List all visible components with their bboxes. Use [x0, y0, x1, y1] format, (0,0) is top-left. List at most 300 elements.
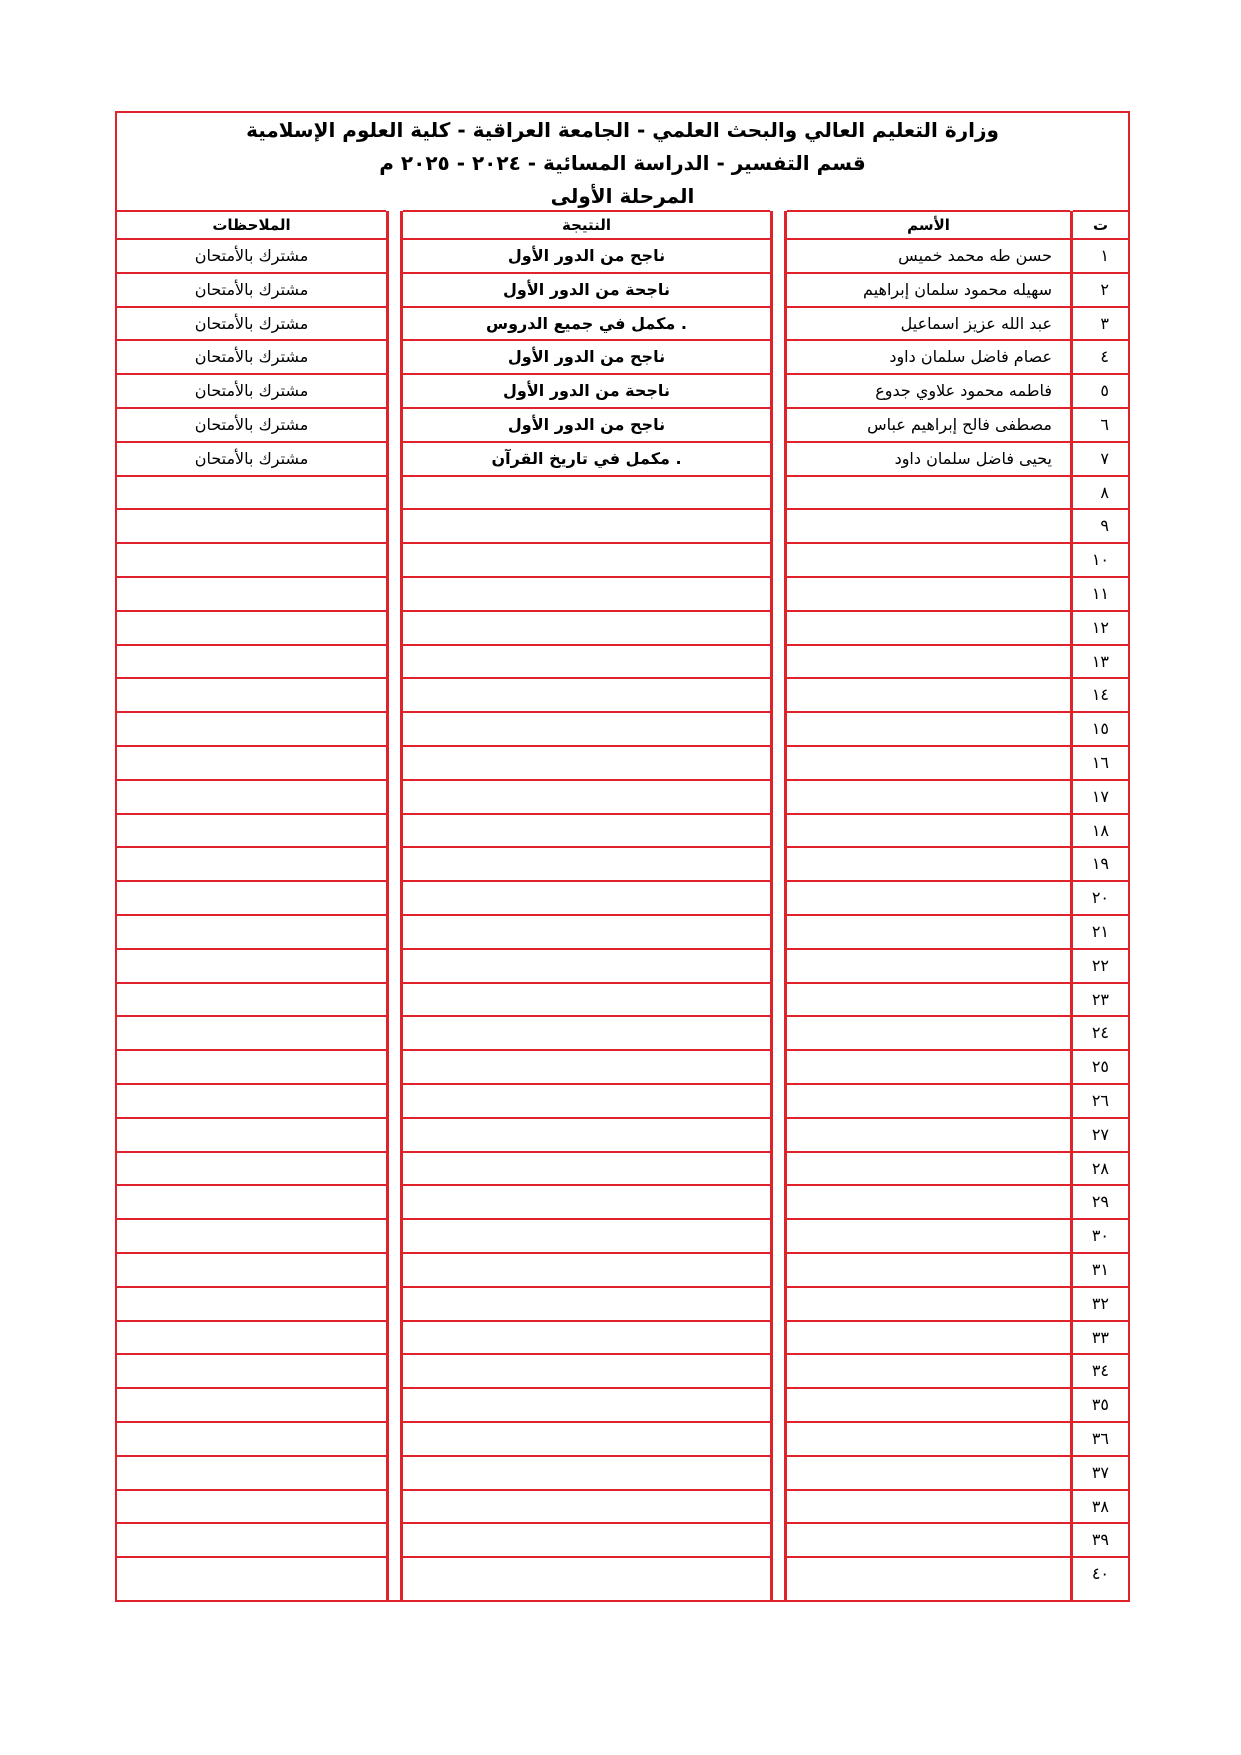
- row-divider: [403, 238, 770, 240]
- row-divider: [403, 1151, 770, 1153]
- row-divider: [117, 576, 386, 578]
- student-name: [787, 577, 1052, 611]
- row-divider: [403, 1083, 770, 1085]
- row-divider: [117, 948, 386, 950]
- student-name: [787, 1253, 1052, 1287]
- student-name: [787, 1287, 1052, 1321]
- student-notes: [117, 1287, 386, 1321]
- row-number: ٣٥: [1091, 1395, 1109, 1414]
- student-notes: [117, 949, 386, 983]
- row-divider: [1073, 576, 1128, 578]
- row-number: ١١: [1091, 584, 1109, 603]
- row-number: ١٠: [1091, 550, 1109, 569]
- student-notes: [117, 577, 386, 611]
- row-divider: [1073, 1117, 1128, 1119]
- row-divider: [117, 1049, 386, 1051]
- row-divider: [117, 306, 386, 308]
- row-divider: [403, 846, 770, 848]
- row-number: ٣٣: [1091, 1328, 1109, 1347]
- student-result: [403, 1354, 770, 1388]
- row-number: ١٧: [1091, 787, 1109, 806]
- student-result: [403, 814, 770, 848]
- student-notes: مشترك بالأمتحان: [194, 280, 309, 299]
- row-divider: [1073, 210, 1128, 212]
- row-divider: [1073, 373, 1128, 375]
- row-divider: [117, 272, 386, 274]
- student-notes: [117, 1152, 386, 1186]
- row-divider: [1073, 1286, 1128, 1288]
- row-number: ٣٨: [1091, 1497, 1109, 1516]
- row-divider: [787, 441, 1070, 443]
- row-divider: [117, 1218, 386, 1220]
- student-notes: [117, 814, 386, 848]
- row-divider: [787, 576, 1070, 578]
- row-number: ٢٨: [1091, 1159, 1109, 1178]
- row-number: ١٤: [1091, 685, 1109, 704]
- student-name: فاطمه محمود علاوي جدوع: [875, 381, 1052, 400]
- row-number: ٣٩: [1091, 1530, 1109, 1549]
- student-result: [403, 915, 770, 949]
- row-divider: [403, 441, 770, 443]
- row-divider: [1073, 914, 1128, 916]
- student-result: [403, 611, 770, 645]
- row-number: ٣٦: [1091, 1429, 1109, 1448]
- column-header-name: الأسم: [907, 216, 950, 234]
- row-divider: [117, 475, 386, 477]
- row-divider: [117, 210, 386, 212]
- row-divider: [787, 542, 1070, 544]
- student-notes: [117, 509, 386, 543]
- column-divider-name-left: [784, 211, 787, 1602]
- student-notes: [117, 780, 386, 814]
- student-notes: [117, 476, 386, 510]
- row-number: ٢٥: [1091, 1057, 1109, 1076]
- row-divider: [787, 1489, 1070, 1491]
- row-divider: [117, 610, 386, 612]
- student-name: [787, 1084, 1052, 1118]
- row-divider: [117, 1286, 386, 1288]
- row-divider: [403, 1556, 770, 1558]
- row-divider: [787, 914, 1070, 916]
- student-result: [403, 1321, 770, 1355]
- column-header-result: النتيجة: [561, 216, 612, 234]
- student-name: [787, 1557, 1052, 1591]
- row-divider: [1073, 1252, 1128, 1254]
- column-divider-result-right: [770, 211, 773, 1602]
- row-divider: [1073, 1320, 1128, 1322]
- row-number: ٢٢: [1091, 956, 1109, 975]
- row-divider: [403, 508, 770, 510]
- row-divider: [117, 1489, 386, 1491]
- student-notes: [117, 1523, 386, 1557]
- column-header-notes: الملاحظات: [212, 216, 291, 234]
- row-number: ٢: [1100, 280, 1109, 299]
- row-divider: [787, 1387, 1070, 1389]
- row-divider: [117, 1421, 386, 1423]
- row-divider: [117, 441, 386, 443]
- student-result: [403, 1219, 770, 1253]
- row-divider: [117, 982, 386, 984]
- row-divider: [787, 1252, 1070, 1254]
- row-divider: [1073, 846, 1128, 848]
- student-name: يحيى فاضل سلمان داود: [894, 449, 1052, 468]
- row-divider: [117, 745, 386, 747]
- row-divider: [1073, 1083, 1128, 1085]
- student-name: [787, 1050, 1052, 1084]
- row-number: ٢٩: [1091, 1192, 1109, 1211]
- student-result: [403, 881, 770, 915]
- row-divider: [787, 982, 1070, 984]
- row-divider: [787, 1353, 1070, 1355]
- row-divider: [117, 407, 386, 409]
- row-divider: [787, 880, 1070, 882]
- student-result: ناجحة من الدور الأول: [503, 280, 670, 299]
- row-divider: [403, 1320, 770, 1322]
- student-result: [403, 1388, 770, 1422]
- row-divider: [117, 846, 386, 848]
- department-title: قسم التفسير - الدراسة المسائية - ٢٠٢٤ - ٢٠٢٥ م: [379, 151, 866, 175]
- student-result: [403, 1118, 770, 1152]
- row-divider: [403, 711, 770, 713]
- student-result: ناجحة من الدور الأول: [503, 381, 670, 400]
- row-divider: [787, 1556, 1070, 1558]
- student-notes: مشترك بالأمتحان: [194, 449, 309, 468]
- row-divider: [1073, 880, 1128, 882]
- student-notes: [117, 611, 386, 645]
- student-result: [403, 1016, 770, 1050]
- row-divider: [117, 1117, 386, 1119]
- student-result: [403, 1287, 770, 1321]
- student-name: [787, 1523, 1052, 1557]
- row-divider: [1073, 272, 1128, 274]
- row-divider: [1073, 1184, 1128, 1186]
- row-divider: [1073, 948, 1128, 950]
- row-divider: [403, 272, 770, 274]
- row-divider: [403, 1286, 770, 1288]
- row-divider: [787, 306, 1070, 308]
- row-divider: [403, 1015, 770, 1017]
- student-notes: [117, 1118, 386, 1152]
- row-divider: [787, 1015, 1070, 1017]
- row-number: ٢٠: [1091, 888, 1109, 907]
- row-divider: [117, 1522, 386, 1524]
- row-divider: [403, 210, 770, 212]
- row-number: ١٢: [1091, 618, 1109, 637]
- student-name: [787, 1118, 1052, 1152]
- row-divider: [117, 677, 386, 679]
- row-divider: [1073, 1556, 1128, 1558]
- row-divider: [1073, 1387, 1128, 1389]
- row-number: ٧: [1100, 449, 1109, 468]
- student-notes: [117, 645, 386, 679]
- row-divider: [1073, 711, 1128, 713]
- row-divider: [403, 948, 770, 950]
- student-notes: [117, 543, 386, 577]
- row-divider: [1073, 1489, 1128, 1491]
- student-result: [403, 1422, 770, 1456]
- student-result: [403, 712, 770, 746]
- student-name: [787, 509, 1052, 543]
- row-divider: [1073, 1151, 1128, 1153]
- row-divider: [403, 1353, 770, 1355]
- row-number: ٤: [1100, 347, 1109, 366]
- student-notes: مشترك بالأمتحان: [194, 415, 309, 434]
- student-notes: [117, 1388, 386, 1422]
- row-divider: [117, 373, 386, 375]
- row-divider: [1073, 1421, 1128, 1423]
- row-number: ٣٢: [1091, 1294, 1109, 1313]
- student-name: [787, 780, 1052, 814]
- student-notes: مشترك بالأمتحان: [194, 381, 309, 400]
- row-divider: [787, 846, 1070, 848]
- student-notes: [117, 847, 386, 881]
- row-divider: [787, 1184, 1070, 1186]
- row-divider: [1073, 238, 1128, 240]
- row-divider: [1073, 1353, 1128, 1355]
- student-name: [787, 1152, 1052, 1186]
- student-name: [787, 1388, 1052, 1422]
- row-divider: [787, 1218, 1070, 1220]
- student-result: [403, 780, 770, 814]
- student-result: ناجح من الدور الأول: [507, 415, 666, 434]
- student-name: [787, 645, 1052, 679]
- row-divider: [1073, 1049, 1128, 1051]
- row-number: ٣١: [1091, 1260, 1109, 1279]
- row-divider: [117, 1015, 386, 1017]
- row-divider: [787, 711, 1070, 713]
- row-divider: [403, 1117, 770, 1119]
- row-divider: [117, 1151, 386, 1153]
- row-number: ٨: [1100, 483, 1109, 502]
- student-notes: [117, 1050, 386, 1084]
- ministry-title: وزارة التعليم العالي والبحث العلمي - الجامعة العراقية - كلية العلوم الإسلامية: [246, 118, 999, 142]
- row-divider: [403, 914, 770, 916]
- student-name: [787, 949, 1052, 983]
- row-divider: [117, 508, 386, 510]
- row-divider: [1073, 475, 1128, 477]
- student-name: [787, 712, 1052, 746]
- row-divider: [403, 644, 770, 646]
- student-result: [403, 1456, 770, 1490]
- row-divider: [787, 1151, 1070, 1153]
- student-result: مكمل في جميع الدروس .: [486, 314, 687, 333]
- column-divider-num: [1070, 211, 1073, 1602]
- row-divider: [117, 1353, 386, 1355]
- row-number: ١٦: [1091, 753, 1109, 772]
- row-divider: [403, 880, 770, 882]
- student-result: [403, 1523, 770, 1557]
- row-divider: [787, 948, 1070, 950]
- student-name: [787, 1016, 1052, 1050]
- row-divider: [403, 1489, 770, 1491]
- row-divider: [1073, 508, 1128, 510]
- row-divider: [403, 475, 770, 477]
- row-divider: [1073, 610, 1128, 612]
- student-name: [787, 983, 1052, 1017]
- row-divider: [117, 1556, 386, 1558]
- student-name: [787, 1185, 1052, 1219]
- row-divider: [1073, 1015, 1128, 1017]
- student-name: عصام فاضل سلمان داود: [889, 347, 1052, 366]
- row-divider: [403, 1252, 770, 1254]
- row-divider: [787, 1455, 1070, 1457]
- row-divider: [787, 813, 1070, 815]
- student-notes: [117, 678, 386, 712]
- student-result: [403, 1152, 770, 1186]
- row-divider: [117, 711, 386, 713]
- row-divider: [1073, 745, 1128, 747]
- student-name: [787, 678, 1052, 712]
- row-divider: [1073, 1455, 1128, 1457]
- row-divider: [787, 1049, 1070, 1051]
- student-name: [787, 1456, 1052, 1490]
- student-notes: [117, 1321, 386, 1355]
- row-divider: [403, 779, 770, 781]
- row-number: ٣٧: [1091, 1463, 1109, 1482]
- row-divider: [403, 373, 770, 375]
- stage-title: المرحلة الأولى: [550, 184, 695, 208]
- row-divider: [403, 1455, 770, 1457]
- row-divider: [117, 1252, 386, 1254]
- row-divider: [787, 238, 1070, 240]
- student-result: [403, 1084, 770, 1118]
- student-notes: [117, 1219, 386, 1253]
- student-notes: [117, 1185, 386, 1219]
- row-number: ١٣: [1091, 652, 1109, 671]
- row-number: ٣٠: [1091, 1226, 1109, 1245]
- row-divider: [1073, 779, 1128, 781]
- row-divider: [787, 745, 1070, 747]
- student-notes: [117, 1016, 386, 1050]
- row-divider: [1073, 306, 1128, 308]
- row-divider: [787, 508, 1070, 510]
- row-divider: [787, 272, 1070, 274]
- student-name: سهيله محمود سلمان إبراهيم: [863, 280, 1052, 299]
- student-name: [787, 915, 1052, 949]
- row-number: ٥: [1100, 381, 1109, 400]
- row-divider: [787, 210, 1070, 212]
- student-notes: [117, 1084, 386, 1118]
- row-divider: [403, 610, 770, 612]
- row-divider: [403, 1184, 770, 1186]
- student-result: [403, 983, 770, 1017]
- row-number: ٢٦: [1091, 1091, 1109, 1110]
- student-name: عبد الله عزيز اسماعيل: [900, 314, 1052, 333]
- student-result: [403, 847, 770, 881]
- row-divider: [787, 1083, 1070, 1085]
- student-name: [787, 881, 1052, 915]
- row-number: ٦: [1100, 415, 1109, 434]
- student-notes: مشترك بالأمتحان: [194, 246, 309, 265]
- row-number: ١: [1100, 246, 1109, 265]
- student-result: [403, 509, 770, 543]
- row-divider: [787, 407, 1070, 409]
- student-result: [403, 1185, 770, 1219]
- row-divider: [787, 779, 1070, 781]
- student-name: حسن طه محمد خميس: [898, 246, 1052, 265]
- row-divider: [1073, 339, 1128, 341]
- student-notes: [117, 746, 386, 780]
- student-result: [403, 1557, 770, 1591]
- student-name: [787, 847, 1052, 881]
- student-name: [787, 1219, 1052, 1253]
- row-divider: [403, 407, 770, 409]
- row-divider: [117, 813, 386, 815]
- row-divider: [1073, 982, 1128, 984]
- row-divider: [1073, 441, 1128, 443]
- student-notes: [117, 915, 386, 949]
- row-divider: [1073, 1218, 1128, 1220]
- row-divider: [403, 339, 770, 341]
- row-divider: [403, 1218, 770, 1220]
- row-number: ٩: [1100, 516, 1109, 535]
- student-name: مصطفى فالح إبراهيم عباس: [867, 415, 1052, 434]
- student-result: [403, 678, 770, 712]
- student-result: [403, 476, 770, 510]
- student-result: [403, 1253, 770, 1287]
- row-number: ١٥: [1091, 719, 1109, 738]
- row-divider: [787, 1320, 1070, 1322]
- row-divider: [403, 576, 770, 578]
- row-number: ٣٤: [1091, 1361, 1109, 1380]
- row-divider: [787, 1286, 1070, 1288]
- row-divider: [403, 745, 770, 747]
- student-result: [403, 645, 770, 679]
- row-divider: [403, 1049, 770, 1051]
- row-divider: [1073, 542, 1128, 544]
- row-divider: [787, 644, 1070, 646]
- student-name: [787, 1490, 1052, 1524]
- row-number: ٤٠: [1091, 1564, 1109, 1583]
- row-divider: [787, 339, 1070, 341]
- student-result: [403, 746, 770, 780]
- row-divider: [117, 644, 386, 646]
- row-divider: [1073, 813, 1128, 815]
- row-number: ٢٣: [1091, 990, 1109, 1009]
- student-name: [787, 1321, 1052, 1355]
- student-name: [787, 814, 1052, 848]
- row-number: ١٩: [1091, 854, 1109, 873]
- student-result: [403, 577, 770, 611]
- student-result: ناجح من الدور الأول: [507, 347, 666, 366]
- row-divider: [117, 880, 386, 882]
- row-divider: [403, 1522, 770, 1524]
- student-result: مكمل في تاريخ القرآن .: [491, 449, 682, 468]
- row-divider: [1073, 644, 1128, 646]
- student-result: [403, 1490, 770, 1524]
- row-divider: [787, 677, 1070, 679]
- row-divider: [403, 1387, 770, 1389]
- row-divider: [787, 475, 1070, 477]
- student-notes: [117, 1490, 386, 1524]
- row-number: ٢٤: [1091, 1023, 1109, 1042]
- row-divider: [117, 339, 386, 341]
- row-divider: [117, 1387, 386, 1389]
- row-divider: [1073, 677, 1128, 679]
- student-notes: [117, 983, 386, 1017]
- row-divider: [403, 813, 770, 815]
- student-result: ناجح من الدور الأول: [507, 246, 666, 265]
- student-notes: مشترك بالأمتحان: [194, 347, 309, 366]
- student-result: [403, 949, 770, 983]
- row-divider: [403, 1421, 770, 1423]
- student-notes: [117, 1253, 386, 1287]
- student-name: [787, 611, 1052, 645]
- row-divider: [117, 1320, 386, 1322]
- row-divider: [787, 1117, 1070, 1119]
- row-divider: [403, 542, 770, 544]
- student-name: [787, 1422, 1052, 1456]
